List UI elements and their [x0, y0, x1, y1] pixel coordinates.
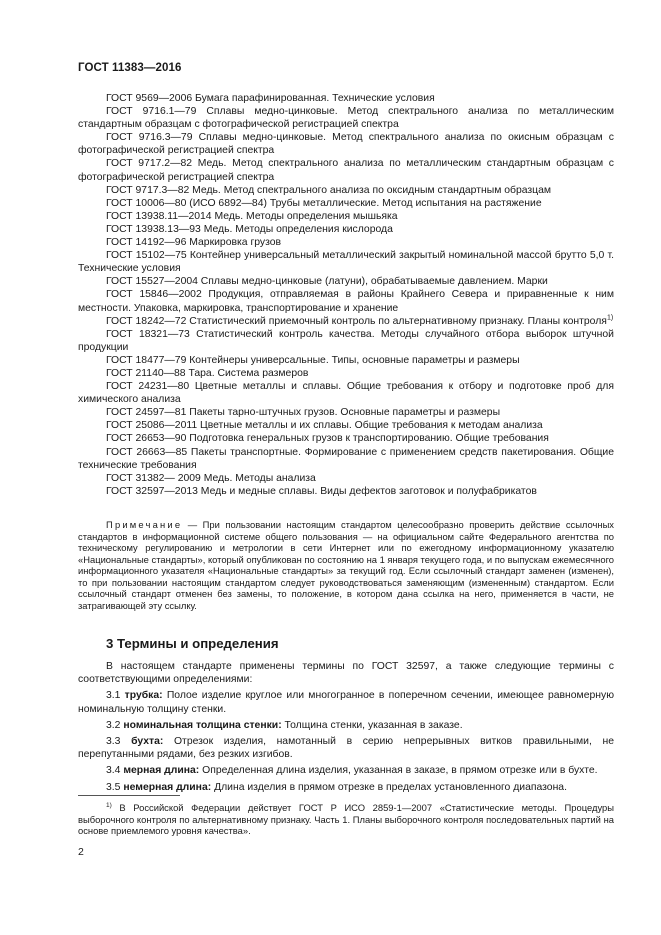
reference-item: ГОСТ 15846—2002 Продукция, отправляемая в районы Крайнего Севера и приравненные к ним местности. Упаковка, маркировка, транспортирование и хранение: [78, 289, 614, 314]
page-number: 2: [78, 846, 84, 858]
term-text: Отрезок изделия, намотанный в серию непрерывных витков правильными, не перепутанными рядами, без резких изгибов.: [78, 736, 614, 761]
section-intro: В настоящем стандарте применены термины по ГОСТ 32597, а также следующие термины с соответствующими определениями:: [78, 661, 614, 686]
term-name: мерная длина:: [123, 765, 200, 777]
term-number: 3.1: [106, 690, 125, 702]
document-header: ГОСТ 11383—2016: [78, 62, 182, 74]
footnote-separator: [78, 795, 180, 796]
reference-item: ГОСТ 18321—73 Статистический контроль качества. Методы случайного отбора выборок штучной продукции: [78, 328, 614, 353]
note-paragraph: [78, 519, 614, 611]
reference-item: ГОСТ 15102—75 Контейнер универсальный металлический закрытый номинальной массой брутто 5,0 т. Технические условия: [78, 250, 614, 275]
footnote-marker: 1): [106, 802, 112, 809]
reference-item: ГОСТ 9716.1—79 Сплавы медно-цинковые. Метод спектрального анализа по металлическим стандартным образцам с фотографической регистрацией спектра: [78, 106, 614, 131]
reference-item: ГОСТ 14192—96 Маркировка грузов: [106, 237, 282, 249]
reference-item: ГОСТ 13938.13—93 Медь. Методы определения кислорода: [106, 223, 393, 235]
section-title: 3 Термины и определения: [106, 636, 279, 651]
reference-item: ГОСТ 32597—2013 Медь и медные сплавы. Виды дефектов заготовок и полуфабрикатов: [106, 485, 537, 497]
reference-item: ГОСТ 21140—88 Тара. Система размеров: [106, 367, 309, 379]
reference-item: ГОСТ 9569—2006 Бумага парафинированная. Технические условия: [106, 93, 435, 104]
reference-item: ГОСТ 26663—85 Пакеты транспортные. Формирование с применением средств пакетирования. Общие технические требования: [78, 446, 614, 471]
term-number: 3.4: [106, 765, 124, 777]
terms-definitions: [78, 660, 614, 797]
reference-item: ГОСТ 9716.3—79 Сплавы медно-цинковые. Метод спектрального анализа по окисным образцам с фотографической регистрацией спектра: [78, 132, 614, 157]
term-name: бухта:: [131, 736, 164, 748]
note-label: Примечание: [106, 519, 183, 530]
term-definition: [78, 735, 614, 761]
footnote-marker: 1): [606, 314, 614, 322]
reference-item: [78, 315, 614, 328]
reference-item: ГОСТ 9717.3—82 Медь. Метод спектрального анализа по оксидным стандартным образцам: [106, 184, 552, 196]
reference-item: ГОСТ 9717.2—82 Медь. Метод спектрального анализа по металлическим стандартным образцам с фотографической регистрацией спектра: [78, 158, 614, 183]
term-number: 3.5: [106, 781, 124, 793]
reference-item: ГОСТ 10006—80 (ИСО 6892—84) Трубы металлические. Метод испытания на растяжение: [106, 197, 542, 209]
term-definition: [78, 764, 614, 777]
term-text: Определенная длина изделия, указанная в заказе, в прямом отрезке или в бухте.: [199, 765, 598, 777]
reference-item: ГОСТ 26653—90 Подготовка генеральных грузов к транспортированию. Общие требования: [106, 433, 549, 445]
reference-item: ГОСТ 31382— 2009 Медь. Методы анализа: [106, 472, 316, 484]
term-definition: [78, 689, 614, 715]
footnote-text: В Российской Федерации действует ГОСТ Р ИСО 2859-1—2007 «Статистические методы. Процедуры выборочного контроля по альтернативному признаку. Часть 1. Планы выборочного контроля последовательных партий на основе приемлемого уровня качества».: [78, 802, 614, 837]
reference-item: ГОСТ 15527—2004 Сплавы медно-цинковые (латуни), обрабатываемые давлением. Марки: [106, 276, 548, 288]
term-name: номинальная толщина стенки:: [123, 719, 282, 731]
reference-item: ГОСТ 13938.11—2014 Медь. Методы определения мышьяка: [106, 210, 398, 222]
reference-item: ГОСТ 18477—79 Контейнеры универсальные. Типы, основные параметры и размеры: [106, 354, 520, 366]
term-definition: [78, 719, 614, 732]
term-text: Полое изделие круглое или многогранное в поперечном сечении, имеющее равномерную номинальную толщину стенки.: [78, 690, 614, 715]
reference-item: ГОСТ 24231—80 Цветные металлы и сплавы. Общие требования к отбору и подготовке проб для химического анализа: [78, 381, 614, 406]
footnote: [78, 800, 614, 837]
note-text: — При пользовании настоящим стандартом целесообразно проверить действие ссылочных стандартов в информационной системе общего пользования — на официальном сайте Федерального агентства по техническому регулированию и метрологии в сети Интернет или по ежегодному информационному указателю «Национальные стандарты», который опубликован по состоянию на 1 января текущего года, и по выпускам ежемесячного информационного указателя «Национальные стандарты» за текущий год. Если ссылочный стандарт заменен (изменен), то при пользовании настоящим стандартом следует руководствоваться заменяющим (измененным) стандартом. Если ссылочный стандарт отменен без замены, то положение, в котором дана ссылка на него, применяется в части, не затрагивающей эту ссылку.: [78, 519, 614, 611]
term-name: трубка:: [124, 690, 163, 702]
term-text: Длина изделия в прямом отрезке в пределах установленного диапазона.: [211, 781, 567, 793]
term-definition: [78, 781, 614, 794]
term-name: немерная длина:: [123, 781, 212, 793]
normative-references-list: [78, 92, 614, 498]
term-number: 3.2: [106, 719, 124, 731]
reference-item: ГОСТ 24597—81 Пакеты тарно-штучных грузов. Основные параметры и размеры: [106, 407, 501, 419]
reference-text: ГОСТ 18242—72 Статистический приемочный контроль по альтернативному признаку. Планы контроля: [106, 315, 607, 327]
reference-item: ГОСТ 25086—2011 Цветные металлы и их сплавы. Общие требования к методам анализа: [106, 420, 543, 432]
term-text: Толщина стенки, указанная в заказе.: [281, 719, 463, 731]
term-number: 3.3: [106, 736, 132, 748]
